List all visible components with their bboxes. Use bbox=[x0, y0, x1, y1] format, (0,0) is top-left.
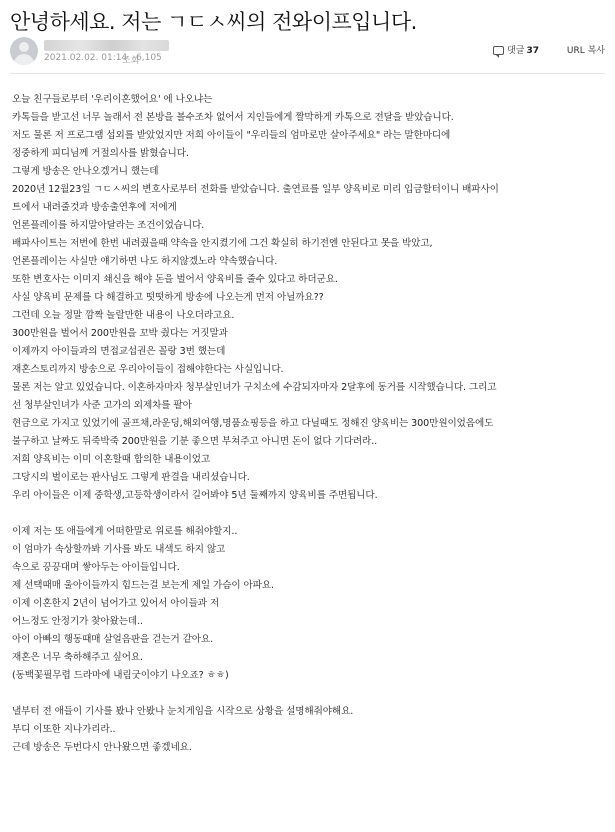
body-text-line: 불구하고 날짜도 뒤죽박죽 200만원을 기분 좋으면 부쳐주고 아니면 돈이 없다 기다려라.. bbox=[12, 436, 378, 447]
body-text-line: 이제까지 아이들과의 면접교섭권은 꼴랑 3번 했는데 bbox=[12, 346, 226, 357]
body-text-line: 저희 양육비는 이미 이혼할때 합의한 내용이었고 bbox=[12, 454, 211, 465]
avatar-body-shape bbox=[14, 54, 34, 65]
body-text-line: 선 청부살인녀가 사준 고가의 외제차를 팔아 bbox=[12, 400, 192, 411]
body-text-line: 이제 이혼한지 2년이 넘어가고 있어서 아이들과 저 bbox=[12, 598, 220, 609]
body-text-line: 우리 아이들은 이제 중학생,고등학생이라서 길어봐야 5년 둘째까지 양육비를 주면됩니다. bbox=[12, 490, 378, 501]
comment-count: 37 bbox=[526, 46, 539, 56]
views-label: 조회 bbox=[122, 56, 140, 66]
body-text-line: 그당시의 벌이로는 판사님도 그렇게 판결을 내리셨습니다. bbox=[12, 472, 250, 483]
divider bbox=[10, 73, 605, 74]
body-text-line: 낼부터 전 애들이 기사를 봤나 안봤나 눈치게임을 시작으로 상황을 설명해줘야해요. bbox=[12, 706, 354, 717]
body-text-line: 물론 저는 알고 있었습니다. 이혼하자마자 청부살인녀가 구치소에 수감되자마자 2달후에 동거를 시작했습니다. 그리고 bbox=[12, 382, 497, 393]
body-text-line: 트에서 내려줄것과 방송출연후에 저에게 bbox=[12, 202, 177, 213]
paragraph-gap bbox=[12, 685, 608, 703]
body-text-line: 저도 물론 저 프로그램 섭외를 받았었지만 저희 아이들이 "우리들의 엄마로만 살아주세요" 라는 말한마디에 bbox=[12, 130, 451, 141]
post-meta bbox=[10, 37, 605, 67]
body-text-line: 근데 방송은 두번다시 안나왔으면 좋겠네요. bbox=[12, 742, 192, 753]
body-text-line: 현금으로 가지고 있었기에 골프채,라운딩,해외여행,명품쇼핑등을 하고 다닐때도 정해진 양육비는 300만원이었음에도 bbox=[12, 418, 494, 429]
body-text-line: 사실 양육비 문제를 다 해결하고 떳떳하게 방송에 나오는게 먼저 아닐까요?? bbox=[12, 292, 324, 303]
body-text-line: 제 선택때매 울아이들까지 힘드는걸 보는게 제일 가슴이 아파요. bbox=[12, 580, 274, 591]
body-text-line: 이제 저는 또 애들에게 어떠한말로 위로를 해줘야할지.. bbox=[12, 526, 238, 537]
body-text-line: 또한 변호사는 이미지 쇄신을 해야 돈을 벌어서 양육비를 줄수 있다고 하더군요. bbox=[12, 274, 338, 285]
body-text-line: 정중하게 피디님께 거절의사를 밝혔습니다. bbox=[12, 148, 189, 159]
post-body bbox=[12, 91, 608, 757]
body-text-line: 아이 아빠의 행동때매 살얼음판을 걷는거 같아요. bbox=[12, 634, 214, 645]
body-text-line: 언론플레이를 하지말아달라는 조건이었습니다. bbox=[12, 220, 205, 231]
avatar[interactable] bbox=[10, 37, 38, 65]
body-text-line: 부디 이또한 지나가리라.. bbox=[12, 724, 116, 735]
post-date: 2021.02.02. 01:14 bbox=[44, 53, 128, 63]
body-text-line: 이 엄마가 속상할까봐 기사를 봐도 내색도 하지 않고 bbox=[12, 544, 226, 555]
body-text-line: 배파사이트는 저번에 한번 내려줬을때 약속을 안지켰기에 그건 확실히 하기전엔 안된다고 못을 박았고, bbox=[12, 238, 433, 249]
body-text-line: 2020년 12월23일 ㄱㄷㅅ씨의 변호사로부터 전화를 받았습니다. 출연료를 일부 양육비로 미리 입금할터이니 배파사이 bbox=[12, 184, 499, 195]
paragraph-1 bbox=[12, 91, 608, 505]
url-copy-button[interactable]: URL 복사 bbox=[566, 46, 605, 56]
body-text-line: 속으로 끙끙대며 쌓아두는 아이들입니다. bbox=[12, 562, 180, 573]
paragraph-2 bbox=[12, 523, 608, 685]
body-text-line: 재혼은 너무 축하해주고 싶어요. bbox=[12, 652, 143, 663]
post-title: 안녕하세요. 저는 ㄱㄷㅅ씨의 전와이프입니다. bbox=[10, 10, 417, 34]
comment-label: 댓글 bbox=[507, 46, 525, 56]
views-count: 6,105 bbox=[136, 53, 162, 63]
body-text-line: 언론플레이는 사실만 얘기하면 나도 하지않겠노라 약속했습니다. bbox=[12, 256, 278, 267]
body-text-line: 오늘 친구들로부터 '우리이혼했어요' 에 나오냐는 bbox=[12, 94, 213, 105]
comment-icon bbox=[493, 46, 504, 55]
paragraph-3 bbox=[12, 703, 608, 757]
avatar-head-shape bbox=[19, 42, 29, 52]
author-name-blurred bbox=[44, 40, 169, 51]
body-text-line: 그런데 오늘 정말 깜짝 놀랄만한 내용이 나오더라고요. bbox=[12, 310, 235, 321]
body-text-line: 어느정도 안정기가 찾아왔는데.. bbox=[12, 616, 143, 627]
body-text-line: 카톡들을 받고선 너무 놀래서 전 본방을 볼수조차 없어서 지인들에게 짤막하게 카톡으로 전달을 받았습니다. bbox=[12, 112, 454, 123]
body-text-line: 그렇게 방송은 안나오겠거니 했는데 bbox=[12, 166, 159, 177]
body-text-line: 재혼스토리까지 방송으로 우리아이들이 접해야한다는 사실입니다. bbox=[12, 364, 284, 375]
body-text-line: (동백꽃필무렵 드라마에 내림굿이야기 나오죠? ㅎㅎ) bbox=[12, 670, 229, 681]
comment-button[interactable] bbox=[493, 43, 539, 56]
body-text-line: 300만원을 벌어서 200만원을 꼬박 줬다는 거짓말과 bbox=[12, 328, 228, 339]
paragraph-gap bbox=[12, 505, 608, 523]
